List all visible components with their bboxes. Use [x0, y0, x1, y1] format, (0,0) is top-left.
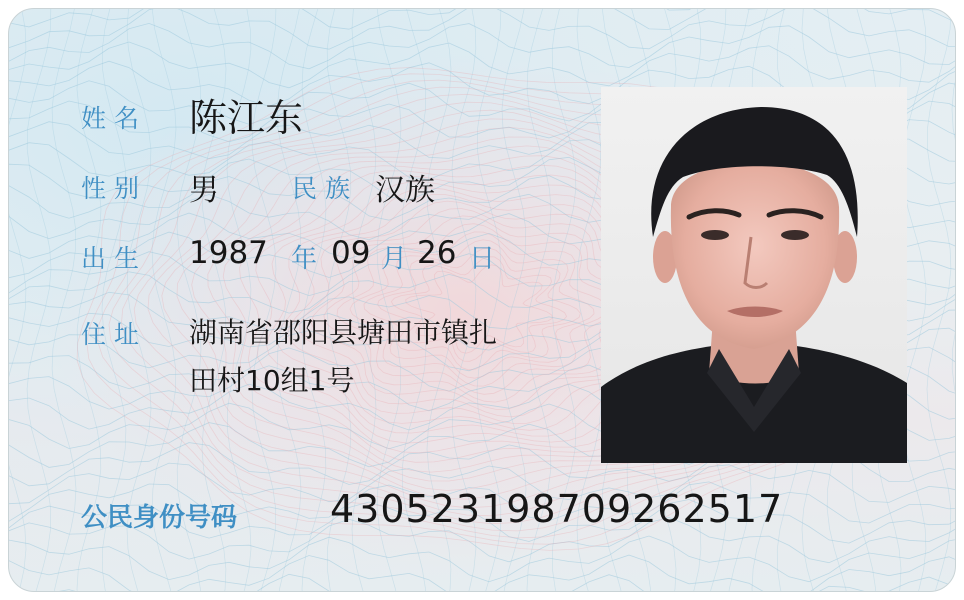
birth-year-unit: 年: [291, 244, 318, 274]
guilloche-line: [27, 9, 51, 591]
guilloche-line: [9, 23, 955, 68]
id-number-value: 430523198709262517: [330, 487, 784, 531]
birth-label: 出 生: [81, 244, 139, 273]
id-card: [8, 8, 956, 592]
birth-month: 09: [331, 235, 371, 271]
gender-label: 性 别: [81, 174, 139, 203]
guilloche-line: [9, 555, 955, 591]
address-line-2: 田村10组1号: [189, 364, 355, 397]
guilloche-line: [9, 574, 955, 591]
birth-year: 1987: [189, 235, 268, 271]
name-label: 姓 名: [81, 104, 139, 133]
guilloche-line: [52, 9, 76, 591]
address-label: 住 址: [81, 320, 139, 349]
guilloche-line: [9, 9, 955, 49]
guilloche-line: [9, 9, 955, 30]
name-value: 陈江东: [189, 96, 304, 140]
birth-day-unit: 日: [469, 244, 496, 274]
id-number-label: 公民身份号码: [81, 503, 238, 533]
guilloche-line: [927, 9, 951, 591]
address-line-1: 湖南省邵阳县塘田市镇扎: [189, 316, 498, 349]
portrait-illustration: [601, 87, 907, 463]
ethnicity-label: 民 族: [292, 174, 350, 203]
ethnicity-value: 汉族: [375, 173, 435, 208]
birth-month-unit: 月: [381, 244, 408, 274]
gender-value: 男: [189, 173, 219, 208]
portrait-photo: [601, 87, 907, 463]
birth-day: 26: [417, 235, 457, 271]
